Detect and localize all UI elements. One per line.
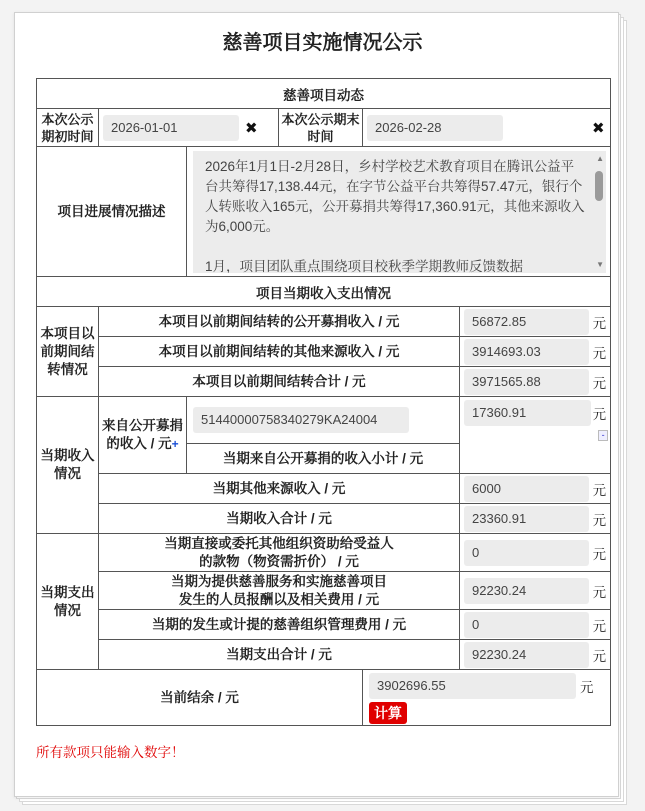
expense-grants-label-line-1: 当期直接或委托其他组织资助给受益人 [164, 535, 394, 551]
scroll-down-arrow-icon[interactable]: ▼ [596, 259, 604, 269]
prior-other-input[interactable]: 3914693.03 [464, 339, 589, 365]
disclosure-table [36, 78, 611, 726]
prior-total-label: 本项目以前期间结转合计 / 元 [99, 367, 460, 397]
unit-label: 元 [592, 584, 607, 600]
expense-admin-cell [460, 610, 611, 640]
income-group-label: 当期收入情况 [37, 397, 99, 534]
progress-scrollbar[interactable] [594, 155, 604, 269]
prior-group-label: 本项目以前期间结转情况 [37, 307, 99, 397]
unit-label: 元 [592, 375, 607, 391]
progress-cell [187, 147, 611, 277]
expense-services-input[interactable]: 92230.24 [464, 578, 589, 604]
prior-other-cell [460, 337, 611, 367]
calculate-button[interactable]: 计算 [369, 702, 407, 724]
unit-label: 元 [592, 618, 607, 634]
expense-services-cell [460, 572, 611, 610]
expense-services-label [99, 572, 460, 610]
finance-header: 项目当期收入支出情况 [37, 277, 611, 307]
progress-paragraph-2: 1月，项目团队重点围绕项目校秋季学期教师反馈数据 [205, 258, 524, 273]
start-date-cell [99, 109, 279, 147]
add-permit-icon[interactable]: + [171, 437, 179, 451]
expense-admin-input[interactable]: 0 [464, 612, 589, 638]
end-date-label: 本次公示期末时间 [279, 109, 363, 147]
page-title: 慈善项目实施情况公示 [222, 32, 423, 54]
start-date-input[interactable]: 2026-01-01 [103, 115, 239, 141]
expense-services-label-line-2: 发生的人员报酬以及相关费用 / 元 [178, 591, 380, 607]
balance-label: 当前结余 / 元 [37, 670, 363, 726]
unit-label: 元 [592, 512, 607, 528]
expense-total-input[interactable]: 92230.24 [464, 642, 589, 668]
expense-admin-label: 当期的发生或计提的慈善组织管理费用 / 元 [99, 610, 460, 640]
progress-textarea[interactable] [193, 151, 606, 273]
clear-end-date-icon[interactable]: ✖ [592, 119, 605, 137]
prior-public-cell [460, 307, 611, 337]
prior-total-input[interactable]: 3971565.88 [464, 369, 589, 395]
start-date-label: 本次公示期初时间 [37, 109, 99, 147]
scroll-up-arrow-icon[interactable]: ▲ [596, 153, 604, 163]
income-total-cell [460, 504, 611, 534]
expense-grants-label [99, 534, 460, 572]
prior-public-input[interactable]: 56872.85 [464, 309, 589, 335]
prior-total-cell [460, 367, 611, 397]
unit-label: 元 [580, 680, 594, 695]
expense-services-label-line-1: 当期为提供慈善服务和实施慈善项目 [171, 573, 387, 589]
public-income-input[interactable]: 17360.91 [464, 400, 591, 426]
prior-other-label: 本项目以前期间结转的其他来源收入 / 元 [99, 337, 460, 367]
public-income-cell [460, 397, 611, 474]
other-income-input[interactable]: 6000 [464, 476, 589, 502]
end-date-input[interactable]: 2026-02-28 [367, 115, 503, 141]
expense-grants-cell [460, 534, 611, 572]
permit-cell [187, 397, 460, 444]
progress-label: 项目进展情况描述 [37, 147, 187, 277]
expense-total-cell [460, 640, 611, 670]
unit-label: 元 [592, 648, 607, 664]
public-subtotal-label: 当期来自公开募捐的收入小计 / 元 [187, 444, 460, 474]
other-income-label: 当期其他来源收入 / 元 [99, 474, 460, 504]
expense-grants-input[interactable]: 0 [464, 540, 589, 566]
dynamics-header: 慈善项目动态 [37, 79, 611, 109]
unit-label: 元 [592, 407, 607, 422]
other-income-cell [460, 474, 611, 504]
expense-total-label: 当期支出合计 / 元 [99, 640, 460, 670]
expense-group-label: 当期支出情况 [37, 534, 99, 670]
unit-label: 元 [592, 482, 607, 498]
income-total-label: 当期收入合计 / 元 [99, 504, 460, 534]
end-date-cell [363, 109, 611, 147]
expense-grants-label-line-2: 的款物（物资需折价） / 元 [199, 553, 359, 569]
public-income-label: 来自公开募捐的收入 / 元 [102, 418, 183, 451]
numeric-only-note: 所有款项只能输入数字！ [36, 745, 185, 760]
income-total-input[interactable]: 23360.91 [464, 506, 589, 532]
prior-public-label: 本项目以前期间结转的公开募捐收入 / 元 [99, 307, 460, 337]
unit-label: 元 [592, 315, 607, 331]
unit-label: 元 [592, 546, 607, 562]
permit-number-input[interactable]: 51440000758340279KA24004 [193, 407, 409, 433]
public-income-label-cell [99, 397, 187, 474]
balance-cell [363, 670, 611, 726]
unit-label: 元 [592, 345, 607, 361]
progress-paragraph-1: 2026年1月1日-2月28日，乡村学校艺术教育项目在腾讯公益平台共筹得17,138.44元，在字节公益平台共筹得57.47元，银行个人转账收入165元，公开募捐共筹得17,360.91元，其他来源收入为6,000元。 [205, 158, 585, 234]
balance-input[interactable]: 3902696.55 [369, 673, 576, 699]
scroll-thumb[interactable] [595, 171, 603, 201]
remove-permit-icon[interactable]: - [598, 430, 608, 441]
clear-start-date-icon[interactable]: ✖ [245, 119, 258, 137]
